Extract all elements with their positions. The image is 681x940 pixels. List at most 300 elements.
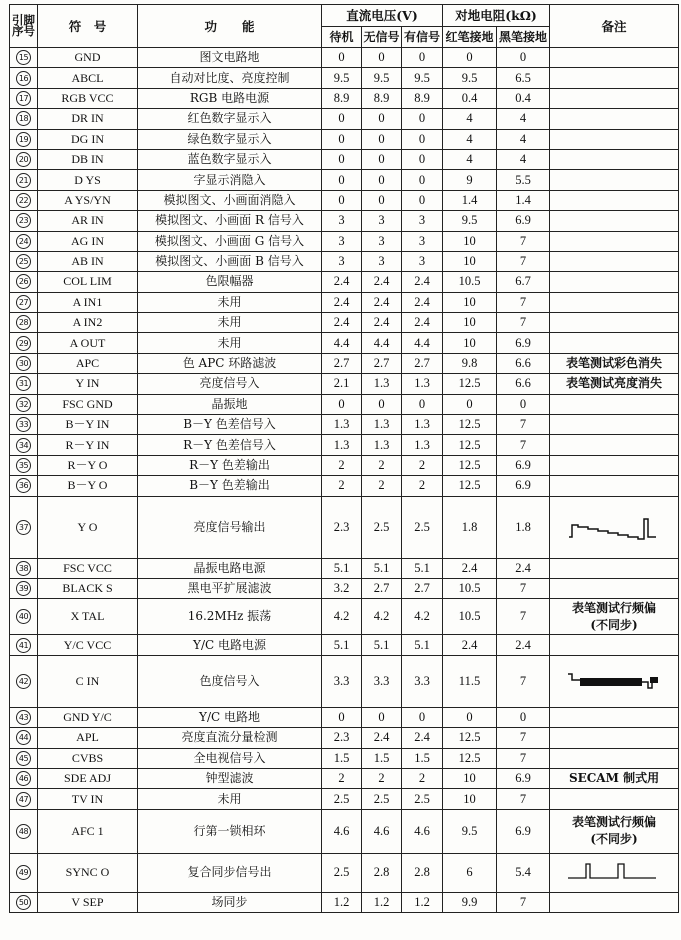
symbol-cell: Y O [38, 496, 138, 558]
note-cell [550, 748, 679, 768]
pin-number-cell [10, 374, 38, 394]
table-row [10, 48, 679, 68]
table-row [10, 313, 679, 333]
red-probe-resistance-cell: 10 [443, 231, 497, 251]
luma-waveform-icon [564, 507, 664, 547]
with-signal-voltage-cell: 0 [402, 48, 443, 68]
red-probe-resistance-cell: 9.8 [443, 353, 497, 373]
with-signal-voltage-cell: 2.4 [402, 313, 443, 333]
red-probe-resistance-cell: 10 [443, 768, 497, 788]
function-cell: 自动对比度、亮度控制 [138, 68, 322, 88]
table-row [10, 892, 679, 912]
table-row [10, 394, 679, 414]
standby-voltage-cell: 1.5 [322, 748, 362, 768]
black-probe-resistance-cell: 7 [497, 313, 550, 333]
function-cell: 亮度直流分量检测 [138, 728, 322, 748]
pin-number: 47 [16, 792, 31, 807]
standby-voltage-cell: 0 [322, 170, 362, 190]
pin-number-cell [10, 635, 38, 655]
with-signal-voltage-cell: 4.4 [402, 333, 443, 353]
header-dc-voltage: 直流电压(V) [322, 5, 443, 27]
pin-number: 36 [16, 478, 31, 493]
function-cell: 绿色数字显示入 [138, 129, 322, 149]
red-probe-resistance-cell: 4 [443, 129, 497, 149]
symbol-cell: A OUT [38, 333, 138, 353]
symbol-cell: GND Y/C [38, 707, 138, 727]
chroma-waveform-icon [564, 666, 664, 696]
no-signal-voltage-cell: 2.5 [362, 789, 402, 809]
pin-number: 23 [16, 213, 31, 228]
no-signal-voltage-cell: 0 [362, 129, 402, 149]
red-probe-resistance-cell: 9.5 [443, 68, 497, 88]
red-probe-resistance-cell: 2.4 [443, 635, 497, 655]
red-probe-resistance-cell: 2.4 [443, 558, 497, 578]
no-signal-voltage-cell: 2.5 [362, 496, 402, 558]
black-probe-resistance-cell: 7 [497, 292, 550, 312]
with-signal-voltage-cell: 4.2 [402, 599, 443, 635]
pin-number: 35 [16, 458, 31, 473]
red-probe-resistance-cell: 10 [443, 292, 497, 312]
with-signal-voltage-cell: 3 [402, 231, 443, 251]
table-row [10, 211, 679, 231]
function-cell: 色度信号入 [138, 655, 322, 707]
with-signal-voltage-cell: 1.3 [402, 435, 443, 455]
symbol-cell: R－Y IN [38, 435, 138, 455]
pin-number-cell [10, 892, 38, 912]
header-pin: 引脚序号 [10, 5, 38, 48]
pin-number-cell [10, 455, 38, 475]
table-row [10, 149, 679, 169]
pin-number-cell [10, 768, 38, 788]
no-signal-voltage-cell: 1.2 [362, 892, 402, 912]
note-cell [550, 415, 679, 435]
red-probe-resistance-cell: 12.5 [443, 415, 497, 435]
pin-number: 41 [16, 638, 31, 653]
red-probe-resistance-cell: 12.5 [443, 728, 497, 748]
no-signal-voltage-cell: 0 [362, 109, 402, 129]
with-signal-voltage-cell: 2.5 [402, 789, 443, 809]
standby-voltage-cell: 0 [322, 149, 362, 169]
pin-number-cell [10, 129, 38, 149]
with-signal-voltage-cell: 9.5 [402, 68, 443, 88]
with-signal-voltage-cell: 0 [402, 149, 443, 169]
with-signal-voltage-cell: 2.4 [402, 292, 443, 312]
with-signal-voltage-cell: 2.5 [402, 496, 443, 558]
pin-number-cell [10, 170, 38, 190]
table-row [10, 707, 679, 727]
symbol-cell: A IN1 [38, 292, 138, 312]
standby-voltage-cell: 2 [322, 476, 362, 496]
note-cell [550, 707, 679, 727]
function-cell: 晶振电路电源 [138, 558, 322, 578]
note-cell [550, 394, 679, 414]
header-no-signal: 无信号 [362, 27, 402, 48]
function-cell: 行第一锁相环 [138, 809, 322, 853]
standby-voltage-cell: 2.4 [322, 313, 362, 333]
no-signal-voltage-cell: 3 [362, 251, 402, 271]
with-signal-voltage-cell: 1.2 [402, 892, 443, 912]
black-probe-resistance-cell: 7 [497, 415, 550, 435]
with-signal-voltage-cell: 1.3 [402, 415, 443, 435]
standby-voltage-cell: 2.7 [322, 353, 362, 373]
symbol-cell: APC [38, 353, 138, 373]
function-cell: 模拟图文、小画面消隐入 [138, 190, 322, 210]
standby-voltage-cell: 4.6 [322, 809, 362, 853]
with-signal-voltage-cell: 2.8 [402, 853, 443, 892]
standby-voltage-cell: 0 [322, 48, 362, 68]
function-cell: 色 APC 环路滤波 [138, 353, 322, 373]
black-probe-resistance-cell: 5.5 [497, 170, 550, 190]
function-cell: 复合同步信号出 [138, 853, 322, 892]
pin-number-cell [10, 68, 38, 88]
black-probe-resistance-cell: 6.9 [497, 768, 550, 788]
function-cell: 黑电平扩展滤波 [138, 578, 322, 598]
symbol-cell: Y/C VCC [38, 635, 138, 655]
pin-number: 25 [16, 254, 31, 269]
function-cell: 色限幅器 [138, 272, 322, 292]
red-probe-resistance-cell: 10 [443, 333, 497, 353]
with-signal-voltage-cell: 3 [402, 251, 443, 271]
no-signal-voltage-cell: 5.1 [362, 635, 402, 655]
no-signal-voltage-cell: 4.4 [362, 333, 402, 353]
pin-number: 49 [16, 865, 31, 880]
pin-number-cell [10, 789, 38, 809]
standby-voltage-cell: 2.1 [322, 374, 362, 394]
standby-voltage-cell: 3.2 [322, 578, 362, 598]
pin-number: 48 [16, 824, 31, 839]
header-function: 功 能 [138, 5, 322, 48]
note-cell [550, 853, 679, 892]
standby-voltage-cell: 2.4 [322, 292, 362, 312]
no-signal-voltage-cell: 2.7 [362, 578, 402, 598]
red-probe-resistance-cell: 10 [443, 789, 497, 809]
standby-voltage-cell: 5.1 [322, 558, 362, 578]
red-probe-resistance-cell: 12.5 [443, 374, 497, 394]
function-cell: Y/C 电路电源 [138, 635, 322, 655]
table-row [10, 455, 679, 475]
standby-voltage-cell: 0 [322, 129, 362, 149]
pin-number: 31 [16, 376, 31, 391]
pin-number-cell [10, 211, 38, 231]
table-row [10, 578, 679, 598]
pin-number-cell [10, 496, 38, 558]
black-probe-resistance-cell: 6.9 [497, 211, 550, 231]
with-signal-voltage-cell: 5.1 [402, 635, 443, 655]
note-cell: SECAM 制式用 [550, 768, 679, 788]
with-signal-voltage-cell: 0 [402, 707, 443, 727]
symbol-cell: AB IN [38, 251, 138, 271]
no-signal-voltage-cell: 1.5 [362, 748, 402, 768]
black-probe-resistance-cell: 0 [497, 394, 550, 414]
standby-voltage-cell: 3 [322, 251, 362, 271]
table-row [10, 853, 679, 892]
table-row [10, 109, 679, 129]
black-probe-resistance-cell: 5.4 [497, 853, 550, 892]
table-row [10, 415, 679, 435]
symbol-cell: AR IN [38, 211, 138, 231]
standby-voltage-cell: 0 [322, 394, 362, 414]
with-signal-voltage-cell: 1.5 [402, 748, 443, 768]
standby-voltage-cell: 0 [322, 707, 362, 727]
black-probe-resistance-cell: 2.4 [497, 558, 550, 578]
red-probe-resistance-cell: 10.5 [443, 578, 497, 598]
black-probe-resistance-cell: 6.9 [497, 455, 550, 475]
with-signal-voltage-cell: 2 [402, 476, 443, 496]
pin-number-cell [10, 728, 38, 748]
function-cell: 字显示消隐入 [138, 170, 322, 190]
pin-number: 19 [16, 132, 31, 147]
standby-voltage-cell: 5.1 [322, 635, 362, 655]
no-signal-voltage-cell: 8.9 [362, 88, 402, 108]
with-signal-voltage-cell: 0 [402, 129, 443, 149]
pin-number-cell [10, 655, 38, 707]
standby-voltage-cell: 0 [322, 190, 362, 210]
no-signal-voltage-cell: 2.4 [362, 313, 402, 333]
black-probe-resistance-cell: 7 [497, 789, 550, 809]
symbol-cell: GND [38, 48, 138, 68]
pin-number-cell [10, 578, 38, 598]
symbol-cell: V SEP [38, 892, 138, 912]
black-probe-resistance-cell: 7 [497, 578, 550, 598]
header-note: 备注 [550, 5, 679, 48]
no-signal-voltage-cell: 2 [362, 768, 402, 788]
pin-number-cell [10, 88, 38, 108]
table-row [10, 190, 679, 210]
with-signal-voltage-cell: 3.3 [402, 655, 443, 707]
pin-number-cell [10, 190, 38, 210]
black-probe-resistance-cell: 6.9 [497, 476, 550, 496]
standby-voltage-cell: 1.3 [322, 435, 362, 455]
function-cell: 模拟图文、小画面 B 信号入 [138, 251, 322, 271]
with-signal-voltage-cell: 4.6 [402, 809, 443, 853]
black-probe-resistance-cell: 7 [497, 892, 550, 912]
black-probe-resistance-cell: 7 [497, 599, 550, 635]
standby-voltage-cell: 4.2 [322, 599, 362, 635]
function-cell: 蓝色数字显示入 [138, 149, 322, 169]
note-cell [550, 728, 679, 748]
red-probe-resistance-cell: 9.9 [443, 892, 497, 912]
pin-number-cell [10, 109, 38, 129]
black-probe-resistance-cell: 4 [497, 129, 550, 149]
note-cell [550, 455, 679, 475]
red-probe-resistance-cell: 0 [443, 48, 497, 68]
black-probe-resistance-cell: 6.5 [497, 68, 550, 88]
no-signal-voltage-cell: 1.3 [362, 415, 402, 435]
note-cell [550, 251, 679, 271]
black-probe-resistance-cell: 0.4 [497, 88, 550, 108]
symbol-cell: BLACK S [38, 578, 138, 598]
note-cell [550, 292, 679, 312]
red-probe-resistance-cell: 4 [443, 109, 497, 129]
with-signal-voltage-cell: 1.3 [402, 374, 443, 394]
table-row [10, 272, 679, 292]
note-cell: 表笔测试行频偏 (不同步) [550, 809, 679, 853]
red-probe-resistance-cell: 9.5 [443, 809, 497, 853]
table-row [10, 728, 679, 748]
standby-voltage-cell: 1.2 [322, 892, 362, 912]
function-cell: 晶振地 [138, 394, 322, 414]
note-cell [550, 558, 679, 578]
with-signal-voltage-cell: 3 [402, 211, 443, 231]
with-signal-voltage-cell: 0 [402, 190, 443, 210]
function-cell: Y/C 电路地 [138, 707, 322, 727]
red-probe-resistance-cell: 9.5 [443, 211, 497, 231]
with-signal-voltage-cell: 2 [402, 768, 443, 788]
function-cell: 场同步 [138, 892, 322, 912]
red-probe-resistance-cell: 10 [443, 313, 497, 333]
table-row [10, 476, 679, 496]
note-cell [550, 129, 679, 149]
black-probe-resistance-cell: 4 [497, 149, 550, 169]
symbol-cell: CVBS [38, 748, 138, 768]
function-cell: 亮度信号入 [138, 374, 322, 394]
table-row [10, 655, 679, 707]
no-signal-voltage-cell: 0 [362, 48, 402, 68]
header-standby: 待机 [322, 27, 362, 48]
black-probe-resistance-cell: 6.6 [497, 353, 550, 373]
standby-voltage-cell: 3.3 [322, 655, 362, 707]
function-cell: 未用 [138, 333, 322, 353]
pin-number-cell [10, 313, 38, 333]
red-probe-resistance-cell: 12.5 [443, 748, 497, 768]
red-probe-resistance-cell: 10.5 [443, 599, 497, 635]
standby-voltage-cell: 2 [322, 455, 362, 475]
symbol-cell: SYNC O [38, 853, 138, 892]
symbol-cell: B－Y IN [38, 415, 138, 435]
note-cell [550, 88, 679, 108]
no-signal-voltage-cell: 2.7 [362, 353, 402, 373]
no-signal-voltage-cell: 0 [362, 394, 402, 414]
function-cell: 模拟图文、小画面 G 信号入 [138, 231, 322, 251]
note-cell [550, 68, 679, 88]
pin-number-cell [10, 853, 38, 892]
symbol-cell: DR IN [38, 109, 138, 129]
note-cell [550, 789, 679, 809]
pin-number: 40 [16, 609, 31, 624]
function-cell: 未用 [138, 789, 322, 809]
with-signal-voltage-cell: 0 [402, 109, 443, 129]
standby-voltage-cell: 8.9 [322, 88, 362, 108]
pin-number: 29 [16, 336, 31, 351]
note-cell: 表笔测试彩色消失 [550, 353, 679, 373]
red-probe-resistance-cell: 6 [443, 853, 497, 892]
no-signal-voltage-cell: 3 [362, 231, 402, 251]
note-cell [550, 476, 679, 496]
pin-number-cell [10, 48, 38, 68]
pin-number-cell [10, 415, 38, 435]
symbol-cell: DG IN [38, 129, 138, 149]
pin-number-cell [10, 231, 38, 251]
pin-number: 39 [16, 581, 31, 596]
pin-number: 30 [16, 356, 31, 371]
standby-voltage-cell: 2.5 [322, 789, 362, 809]
symbol-cell: AG IN [38, 231, 138, 251]
no-signal-voltage-cell: 1.3 [362, 435, 402, 455]
red-probe-resistance-cell: 12.5 [443, 455, 497, 475]
table-row [10, 88, 679, 108]
symbol-cell: A IN2 [38, 313, 138, 333]
black-probe-resistance-cell: 6.9 [497, 809, 550, 853]
sync-waveform-icon [564, 858, 664, 888]
table-row [10, 129, 679, 149]
no-signal-voltage-cell: 3 [362, 211, 402, 231]
pin-number-cell [10, 748, 38, 768]
black-probe-resistance-cell: 1.4 [497, 190, 550, 210]
black-probe-resistance-cell: 0 [497, 707, 550, 727]
black-probe-resistance-cell: 0 [497, 48, 550, 68]
no-signal-voltage-cell: 2.4 [362, 272, 402, 292]
function-cell: 红色数字显示入 [138, 109, 322, 129]
header-black-probe: 黑笔接地 [497, 27, 550, 48]
symbol-cell: APL [38, 728, 138, 748]
pin-number: 21 [16, 173, 31, 188]
black-probe-resistance-cell: 7 [497, 231, 550, 251]
standby-voltage-cell: 4.4 [322, 333, 362, 353]
pin-number-cell [10, 251, 38, 271]
pin-number: 22 [16, 193, 31, 208]
pin-number: 45 [16, 751, 31, 766]
pin-number-cell [10, 707, 38, 727]
note-cell [550, 892, 679, 912]
function-cell: B－Y 色差信号入 [138, 415, 322, 435]
black-probe-resistance-cell: 7 [497, 435, 550, 455]
pin-number: 32 [16, 397, 31, 412]
red-probe-resistance-cell: 1.8 [443, 496, 497, 558]
black-probe-resistance-cell: 6.6 [497, 374, 550, 394]
table-row [10, 809, 679, 853]
table-row [10, 599, 679, 635]
with-signal-voltage-cell: 2.7 [402, 578, 443, 598]
header-red-probe: 红笔接地 [443, 27, 497, 48]
symbol-cell: ABCL [38, 68, 138, 88]
no-signal-voltage-cell: 3.3 [362, 655, 402, 707]
pin-number: 27 [16, 295, 31, 310]
black-probe-resistance-cell: 4 [497, 109, 550, 129]
symbol-cell: C IN [38, 655, 138, 707]
function-cell: 钟型滤波 [138, 768, 322, 788]
pin-number: 44 [16, 730, 31, 745]
pin-number-cell [10, 558, 38, 578]
note-cell [550, 578, 679, 598]
with-signal-voltage-cell: 8.9 [402, 88, 443, 108]
pin-number-cell [10, 809, 38, 853]
standby-voltage-cell: 2.3 [322, 728, 362, 748]
black-probe-resistance-cell: 6.7 [497, 272, 550, 292]
table-row [10, 496, 679, 558]
symbol-cell: RGB VCC [38, 88, 138, 108]
no-signal-voltage-cell: 0 [362, 190, 402, 210]
no-signal-voltage-cell: 0 [362, 149, 402, 169]
symbol-cell: SDE ADJ [38, 768, 138, 788]
function-cell: 全电视信号入 [138, 748, 322, 768]
pin-number: 46 [16, 771, 31, 786]
no-signal-voltage-cell: 5.1 [362, 558, 402, 578]
red-probe-resistance-cell: 0.4 [443, 88, 497, 108]
pin-number: 16 [16, 71, 31, 86]
pin-number: 18 [16, 111, 31, 126]
no-signal-voltage-cell: 0 [362, 707, 402, 727]
standby-voltage-cell: 2 [322, 768, 362, 788]
no-signal-voltage-cell: 2 [362, 455, 402, 475]
symbol-cell: COL LIM [38, 272, 138, 292]
note-cell [550, 655, 679, 707]
pin-number: 38 [16, 561, 31, 576]
note-cell [550, 109, 679, 129]
red-probe-resistance-cell: 12.5 [443, 476, 497, 496]
pin-number: 50 [16, 895, 31, 910]
function-cell: R－Y 色差信号入 [138, 435, 322, 455]
table-row [10, 68, 679, 88]
